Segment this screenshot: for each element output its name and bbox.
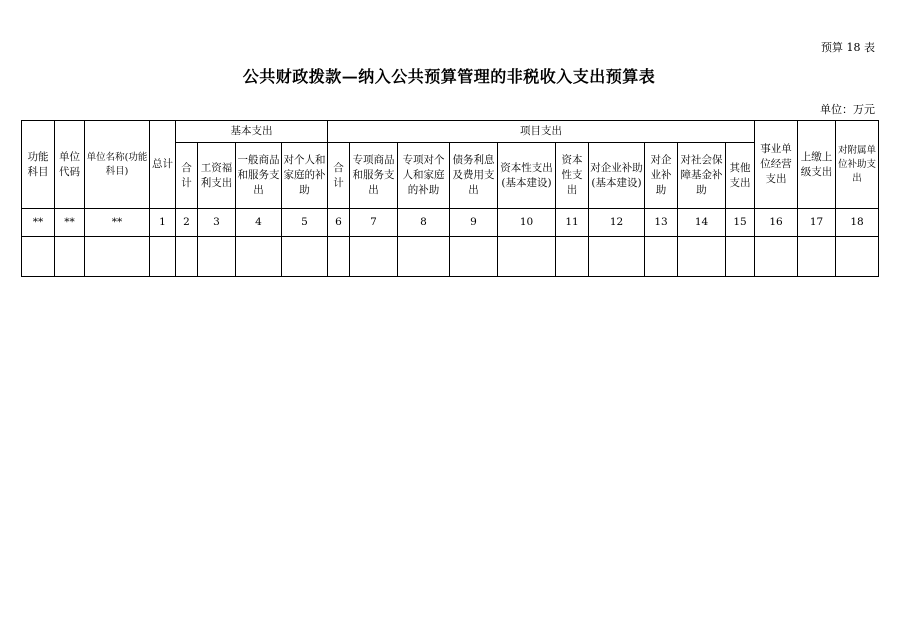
header-project-expenditure: 项目支出: [328, 121, 755, 143]
index-cell: 16: [755, 209, 798, 237]
empty-cell: [236, 237, 282, 277]
empty-cell: [556, 237, 589, 277]
index-cell: 6: [328, 209, 350, 237]
empty-cell: [198, 237, 236, 277]
empty-cell: [678, 237, 726, 277]
empty-cell: [726, 237, 755, 277]
index-cell: 14: [678, 209, 726, 237]
empty-cell: [755, 237, 798, 277]
index-cell: 13: [645, 209, 678, 237]
header-tail-col: 对附属单位补助支出: [836, 121, 879, 209]
header-unit-name: 单位名称(功能科目): [85, 121, 150, 209]
header-basic-col: 工资福利支出: [198, 143, 236, 209]
header-tail-col: 事业单位经营支出: [755, 121, 798, 209]
empty-cell: [498, 237, 556, 277]
header-total: 总计: [150, 121, 176, 209]
index-cell: 3: [198, 209, 236, 237]
page-title: 公共财政拨款—纳入公共预算管理的非税收入支出预算表: [242, 67, 656, 86]
header-basic-col: 合计: [176, 143, 198, 209]
index-cell: 10: [498, 209, 556, 237]
header-project-col: 对企业补助(基本建设): [589, 143, 645, 209]
budget-table: [21, 120, 879, 277]
form-number: 预算 18 表: [821, 41, 875, 54]
index-cell: 8: [398, 209, 450, 237]
header-project-col: 资本性支出(基本建设): [498, 143, 556, 209]
header-basic-col: 对个人和家庭的补助: [282, 143, 328, 209]
header-row-groups: [22, 121, 879, 143]
index-cell: 9: [450, 209, 498, 237]
empty-cell: [589, 237, 645, 277]
header-project-col: 合计: [328, 143, 350, 209]
header-project-col: 专项商品和服务支出: [350, 143, 398, 209]
empty-cell: [282, 237, 328, 277]
header-tail-col: 上缴上级支出: [798, 121, 836, 209]
index-cell: **: [85, 209, 150, 237]
index-cell: 4: [236, 209, 282, 237]
header-project-col: 债务利息及费用支出: [450, 143, 498, 209]
empty-cell: [176, 237, 198, 277]
empty-cell: [150, 237, 176, 277]
empty-cell: [398, 237, 450, 277]
index-cell: 1: [150, 209, 176, 237]
index-cell: 2: [176, 209, 198, 237]
empty-cell: [22, 237, 55, 277]
empty-cell: [645, 237, 678, 277]
header-basic-col: 一般商品和服务支出: [236, 143, 282, 209]
header-project-col: 资本性支出: [556, 143, 589, 209]
header-basic-expenditure: 基本支出: [176, 121, 328, 143]
header-func-subject: 功能科目: [22, 121, 55, 209]
index-cell: 12: [589, 209, 645, 237]
empty-cell: [55, 237, 85, 277]
index-cell: 11: [556, 209, 589, 237]
index-cell: 17: [798, 209, 836, 237]
header-project-col: 其他支出: [726, 143, 755, 209]
empty-cell: [450, 237, 498, 277]
unit-label: 单位：万元: [820, 103, 875, 116]
header-project-col: 对社会保障基金补助: [678, 143, 726, 209]
header-project-col: 专项对个人和家庭的补助: [398, 143, 450, 209]
index-cell: **: [22, 209, 55, 237]
index-cell: **: [55, 209, 85, 237]
empty-cell: [350, 237, 398, 277]
data-row-empty: [22, 237, 879, 277]
empty-cell: [836, 237, 879, 277]
index-cell: 7: [350, 209, 398, 237]
empty-cell: [798, 237, 836, 277]
index-cell: 5: [282, 209, 328, 237]
index-row: [22, 209, 879, 237]
index-cell: 18: [836, 209, 879, 237]
empty-cell: [85, 237, 150, 277]
header-unit-code: 单位代码: [55, 121, 85, 209]
index-cell: 15: [726, 209, 755, 237]
empty-cell: [328, 237, 350, 277]
header-project-col: 对企业补助: [645, 143, 678, 209]
